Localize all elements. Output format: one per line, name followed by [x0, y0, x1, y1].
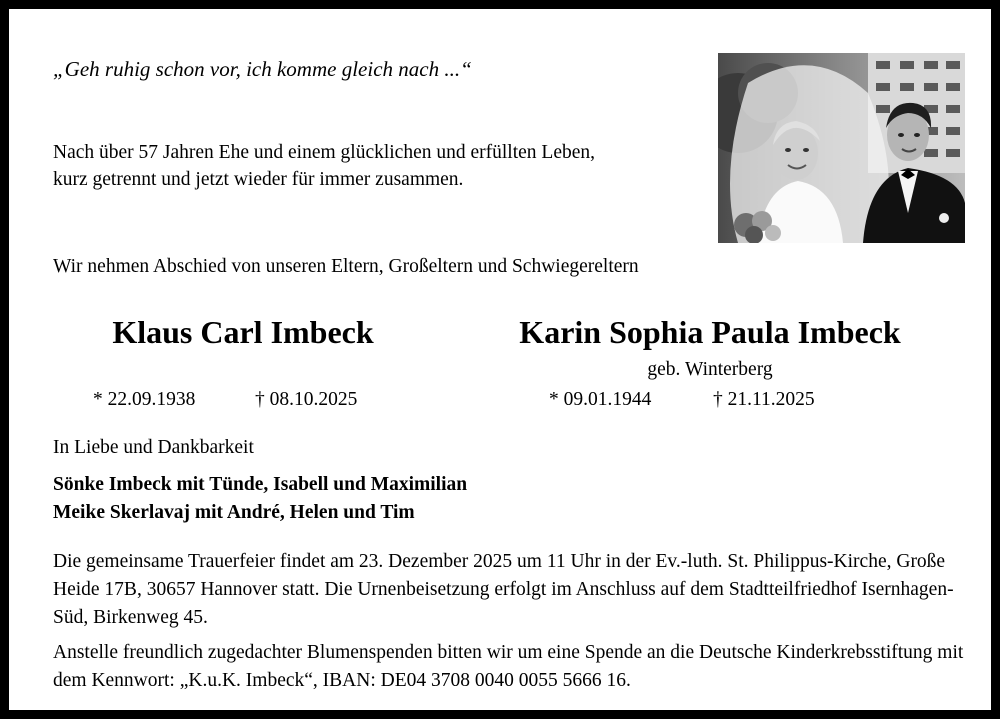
birth-date-1: * 22.09.1938 [93, 389, 196, 410]
death-date-2: † 21.11.2025 [713, 389, 815, 410]
maiden-name: geb. Winterberg [647, 359, 773, 380]
service-info [53, 548, 973, 695]
family-line: Meike Skerlavaj mit André, Helen und Tim [53, 502, 415, 523]
intro-line: kurz getrennt und jetzt wieder für immer zusammen. [53, 169, 464, 190]
farewell-text: Wir nehmen Abschied von unseren Eltern, Großeltern und Schwiegereltern [53, 256, 639, 277]
donation-info: Anstelle freundlich zugedachter Blumenspenden bitten wir um eine Spende an die Deutsche Kinderkrebsstiftung mit dem Kennwort: „K.u.K. Imbeck“, IBAN: DE04 3708 0040 0055 5666 16. [53, 642, 964, 691]
birth-date-2: * 09.01.1944 [549, 389, 652, 410]
quote: „Geh ruhig schon vor, ich komme gleich nach ...“ [53, 57, 472, 81]
deceased-name-2: Karin Sophia Paula Imbeck [519, 314, 901, 350]
family-list [53, 471, 467, 527]
funeral-info: Die gemeinsame Trauerfeier findet am 23. Dezember 2025 um 11 Uhr in der Ev.-luth. St. Philippus-Kirche, Große Heide 17B, 30657 Hannover statt. Die Urnenbeisetzung erfolgt im Anschluss auf dem Stadtteilfriedhof Isernhagen-Süd, Birkenweg 45. [53, 551, 954, 628]
family-line: Sönke Imbeck mit Tünde, Isabell und Maximilian [53, 474, 468, 495]
thanks-text: In Liebe und Dankbarkeit [53, 437, 254, 458]
wedding-photo [718, 53, 965, 243]
deceased-name-1: Klaus Carl Imbeck [112, 314, 374, 350]
intro-text [53, 139, 595, 193]
intro-line: Nach über 57 Jahren Ehe und einem glücklichen und erfüllten Leben, [53, 142, 596, 163]
death-date-1: † 08.10.2025 [255, 389, 358, 410]
